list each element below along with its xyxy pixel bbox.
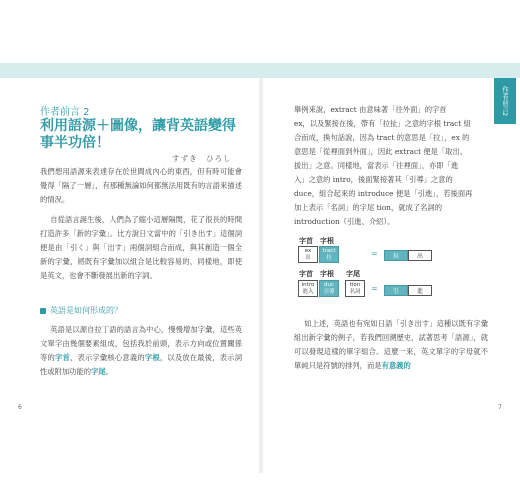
prefix-zh: 進入: [302, 288, 314, 295]
text-line: 意思是「從裡面到外面」，因此 extract 便是「取出、: [294, 147, 468, 156]
prefix-header: 字首: [299, 270, 313, 278]
root-header: 字根: [320, 237, 334, 245]
root-cell: [319, 246, 339, 263]
root-zh: 引導: [323, 288, 335, 295]
highlight-meaningful: 有意義的: [381, 361, 411, 370]
section-bullet-icon: [40, 308, 46, 314]
page-number-left: 6: [18, 404, 22, 411]
book-gutter: [258, 78, 264, 473]
root-header: 字根: [320, 270, 334, 278]
suffix-en: tion: [349, 281, 361, 288]
prefix-en: ex: [304, 247, 312, 254]
text-line: duce，組合起來的 introduce 便是「引進」，若後面再: [294, 189, 473, 198]
prefix-header: 字首: [299, 237, 313, 245]
result-cell: 拉: [384, 250, 408, 261]
text-line: ex，以及緊接在後，帶有「拉扯」之意的字根 tract 組: [294, 119, 471, 128]
text-line: 入」之意的 intro，後面緊接著其「引導」之意的: [294, 175, 453, 184]
paragraph-1: 我們想用語源來表達存在於世間成內心的東西，但有時可能會覺得「隔了一層」，有那種無論如何都無法用既有的言語來描述的情況。: [40, 167, 242, 204]
suffix-zh: 名詞: [349, 288, 361, 295]
right-paragraph-2: [294, 317, 488, 373]
text-line: 加上表示「名詞」的字尾 tion，就成了名詞的: [294, 203, 443, 212]
suffix-cell: [345, 280, 365, 297]
root-zh: 拉: [326, 254, 332, 261]
prefix-cell: [298, 280, 318, 297]
author-name: すずき ひろし: [172, 154, 232, 163]
prefix-en: intro: [301, 281, 315, 288]
page-title: 利用語源＋圖像，讓背英語變得事半功倍！: [40, 118, 236, 151]
result-cell: 出: [408, 250, 432, 261]
root-en: duc: [323, 281, 334, 288]
top-color-band: [0, 63, 520, 78]
highlight-prefix: 字首: [54, 353, 70, 362]
text-run: ，以及放在最後，表示詞性或附加功能的: [40, 353, 243, 376]
section-heading-text: 英語是如何形成的？: [50, 306, 122, 315]
root-en: tract: [322, 247, 336, 254]
prefix-zh: 出: [305, 254, 311, 261]
result-cell: 進: [408, 285, 432, 296]
prefix-cell: [298, 246, 318, 263]
equals-sign: =: [371, 249, 378, 258]
text-line: introduction（引進、介紹）。: [294, 217, 395, 226]
right-paragraph-1: [294, 103, 488, 229]
text-line: 舉例來說，extract 由意味著「往外面」的字首: [294, 105, 447, 114]
text-line: 拔出」之意。同樣地，當表示「往裡面」，亦即「進: [294, 161, 459, 170]
section-heading: [40, 305, 122, 316]
result-cell: 引: [384, 285, 408, 296]
equals-sign: =: [371, 284, 378, 293]
text-run: 英語是以源自拉丁語的語言為中心，慢慢增加字彙，這些英文單字由幾個要素組成，包括我於前頭，表示方向或位置關係等的: [40, 325, 242, 362]
side-tab: 作者前言2: [494, 78, 516, 124]
section-kicker: 作者前言 2: [40, 107, 90, 118]
text-run: 如上述，英語也有宛如日語「引き出す」這種以既有字彙組出新字彙的例子，若我們回溯歷史，試著思考「語源」，就可以發現這樣的單字組合。這麼一來，英文單字的字母就不單純只是符號的排列，而是: [294, 319, 488, 370]
highlight-root: 字根: [144, 353, 160, 362]
highlight-suffix: 字尾: [91, 367, 106, 376]
paragraph-2: 自從語言誕生後，人們為了縮小這層隔閡，花了很長的時間打造許多「新的字彙」。比方說日文當中的「引き出す」這個詞便是由「引く」與「出す」兩個詞組合而成，與其創造一個全新的字彙，將既有字彙加以組合是比較容易的，同樣地，即使是英文，也會不斷發展出新的字詞。: [40, 215, 242, 280]
text-line: 合而成，換句話說，因為 tract 的意思是「拉」，ex 的: [294, 133, 470, 142]
text-run: 。: [105, 367, 113, 376]
paragraph-3: [40, 323, 242, 379]
root-cell: [319, 280, 339, 297]
suffix-header: 字尾: [346, 270, 360, 278]
page-number-right: 7: [498, 404, 502, 411]
text-run: ，表示字彙核心意義的: [69, 353, 145, 362]
